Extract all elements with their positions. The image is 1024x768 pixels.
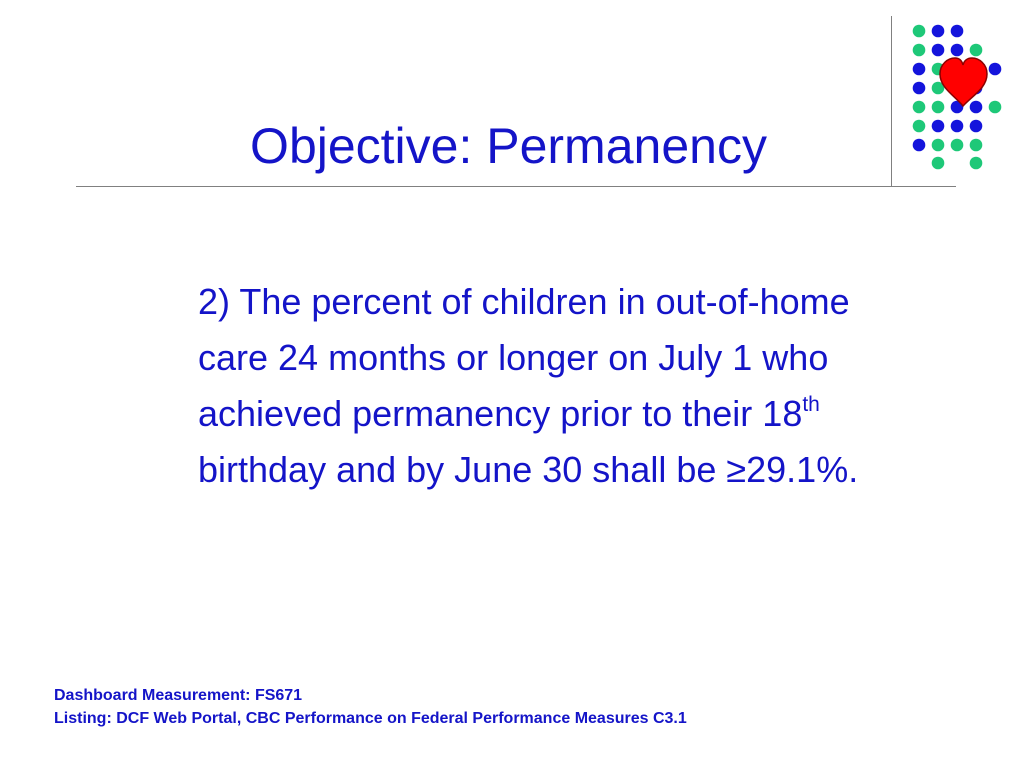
dot — [970, 44, 983, 57]
footer-notes — [54, 684, 1014, 730]
listing-note: Listing: DCF Web Portal, CBC Performance on Federal Performance Measures C3.1 — [54, 710, 687, 727]
slide-title: Objective: Permanency — [250, 117, 767, 174]
dot — [932, 101, 945, 114]
dot — [913, 63, 926, 76]
dashboard-measurement-note: Dashboard Measurement: FS671 — [54, 687, 303, 704]
dot — [913, 101, 926, 114]
objective-text-start: 2) The percent of children in out-of-home care 24 months or longer on July 1 who achieved permanency prior to their 18 — [198, 281, 850, 434]
objective-text — [198, 274, 898, 498]
objective-text-end: birthday and by June 30 shall be ≥29.1%. — [198, 449, 859, 490]
ordinal-suffix: th — [802, 393, 820, 416]
dot — [932, 44, 945, 57]
dot — [989, 63, 1002, 76]
dot — [951, 44, 964, 57]
objective-paragraph — [198, 274, 898, 498]
dot — [913, 25, 926, 38]
dot — [970, 101, 983, 114]
dot — [989, 101, 1002, 114]
dot — [913, 44, 926, 57]
dot — [913, 82, 926, 95]
title-divider — [76, 186, 956, 187]
dot — [932, 25, 945, 38]
heart-icon — [940, 58, 987, 106]
dot — [951, 25, 964, 38]
